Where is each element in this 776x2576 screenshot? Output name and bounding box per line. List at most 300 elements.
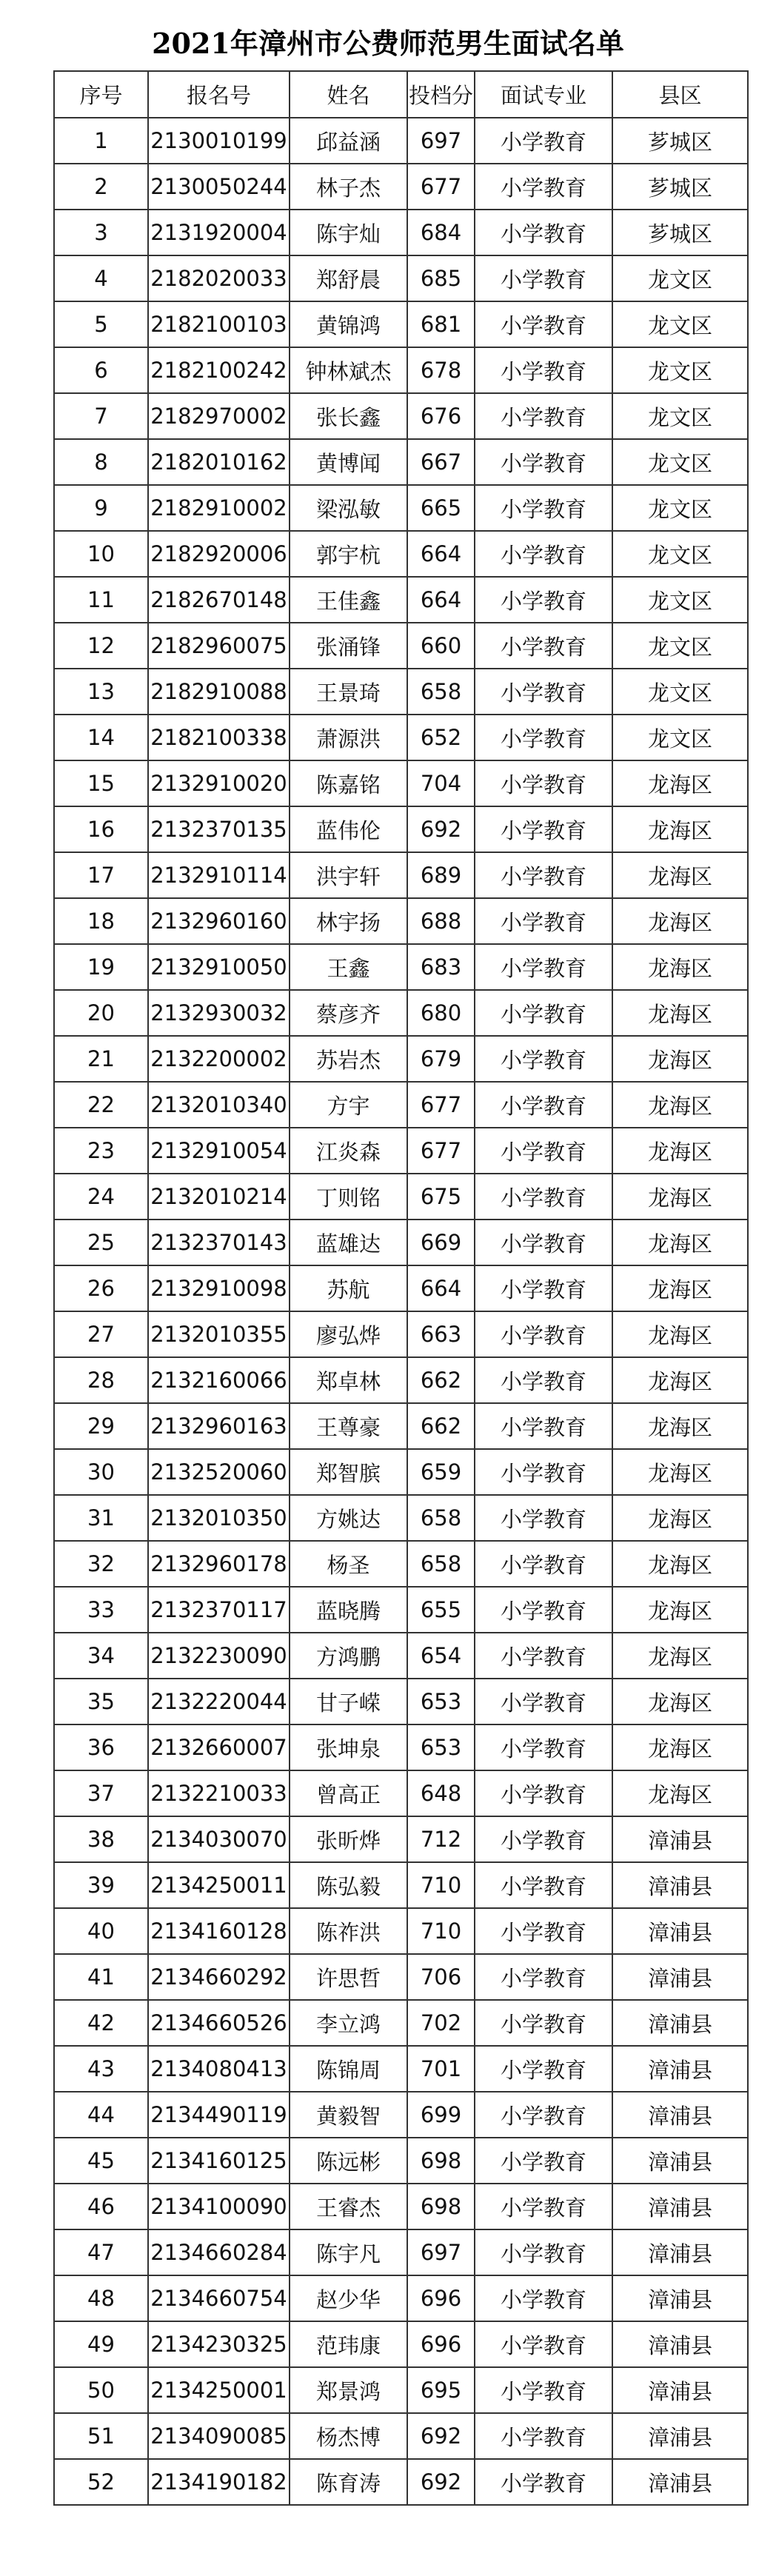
header-score: 投档分 bbox=[407, 71, 475, 118]
cell-registration-no: 2134100090 bbox=[148, 2184, 290, 2229]
cell-county: 漳浦县 bbox=[612, 2000, 748, 2046]
cell-registration-no: 2182970002 bbox=[148, 393, 290, 439]
cell-registration-no: 2134490119 bbox=[148, 2092, 290, 2138]
cell-name: 丁则铭 bbox=[290, 1174, 407, 1220]
cell-county: 芗城区 bbox=[612, 118, 748, 164]
cell-seq: 16 bbox=[54, 806, 148, 852]
cell-registration-no: 2132230090 bbox=[148, 1633, 290, 1679]
cell-major: 小学教育 bbox=[475, 164, 612, 210]
cell-score: 712 bbox=[407, 1816, 475, 1862]
cell-major: 小学教育 bbox=[475, 760, 612, 806]
table-row bbox=[54, 1128, 748, 1174]
cell-seq: 11 bbox=[54, 577, 148, 623]
cell-major: 小学教育 bbox=[475, 531, 612, 577]
cell-seq: 1 bbox=[54, 118, 148, 164]
cell-seq: 6 bbox=[54, 347, 148, 393]
cell-major: 小学教育 bbox=[475, 2321, 612, 2367]
cell-seq: 47 bbox=[54, 2229, 148, 2275]
cell-name: 蔡彦齐 bbox=[290, 990, 407, 1036]
cell-name: 郑舒晨 bbox=[290, 255, 407, 301]
cell-county: 龙海区 bbox=[612, 898, 748, 944]
cell-county: 龙文区 bbox=[612, 669, 748, 715]
cell-major: 小学教育 bbox=[475, 2000, 612, 2046]
cell-score: 677 bbox=[407, 1082, 475, 1128]
cell-score: 679 bbox=[407, 1036, 475, 1082]
table-row bbox=[54, 1082, 748, 1128]
cell-score: 704 bbox=[407, 760, 475, 806]
cell-seq: 25 bbox=[54, 1220, 148, 1265]
cell-county: 龙文区 bbox=[612, 439, 748, 485]
table-row bbox=[54, 1265, 748, 1311]
cell-score: 659 bbox=[407, 1449, 475, 1495]
cell-seq: 2 bbox=[54, 164, 148, 210]
table-row bbox=[54, 2413, 748, 2459]
cell-county: 龙海区 bbox=[612, 1082, 748, 1128]
cell-score: 688 bbox=[407, 898, 475, 944]
table-row bbox=[54, 531, 748, 577]
cell-major: 小学教育 bbox=[475, 1220, 612, 1265]
cell-registration-no: 2134660526 bbox=[148, 2000, 290, 2046]
page-title: 2021年漳州市公费师范男生面试名单 bbox=[152, 27, 624, 60]
cell-registration-no: 2182960075 bbox=[148, 623, 290, 669]
cell-county: 龙文区 bbox=[612, 347, 748, 393]
table-row bbox=[54, 1679, 748, 1724]
table-row bbox=[54, 1541, 748, 1587]
cell-major: 小学教育 bbox=[475, 2275, 612, 2321]
cell-seq: 28 bbox=[54, 1357, 148, 1403]
table-row bbox=[54, 1862, 748, 1908]
cell-county: 龙海区 bbox=[612, 944, 748, 990]
cell-county: 龙文区 bbox=[612, 485, 748, 531]
cell-score: 653 bbox=[407, 1679, 475, 1724]
cell-major: 小学教育 bbox=[475, 1128, 612, 1174]
cell-seq: 43 bbox=[54, 2046, 148, 2092]
table-row bbox=[54, 2046, 748, 2092]
table-row bbox=[54, 2459, 748, 2505]
cell-seq: 4 bbox=[54, 255, 148, 301]
cell-score: 667 bbox=[407, 439, 475, 485]
cell-name: 王尊豪 bbox=[290, 1403, 407, 1449]
cell-name: 萧源洪 bbox=[290, 715, 407, 760]
cell-major: 小学教育 bbox=[475, 1265, 612, 1311]
cell-name: 陈宇凡 bbox=[290, 2229, 407, 2275]
cell-seq: 30 bbox=[54, 1449, 148, 1495]
cell-name: 郑景鸿 bbox=[290, 2367, 407, 2413]
cell-name: 钟林斌杰 bbox=[290, 347, 407, 393]
cell-seq: 39 bbox=[54, 1862, 148, 1908]
cell-major: 小学教育 bbox=[475, 1036, 612, 1082]
cell-name: 苏航 bbox=[290, 1265, 407, 1311]
cell-major: 小学教育 bbox=[475, 2229, 612, 2275]
cell-seq: 19 bbox=[54, 944, 148, 990]
cell-major: 小学教育 bbox=[475, 1311, 612, 1357]
cell-score: 662 bbox=[407, 1357, 475, 1403]
cell-score: 692 bbox=[407, 2413, 475, 2459]
table-row bbox=[54, 1908, 748, 1954]
cell-name: 梁泓敏 bbox=[290, 485, 407, 531]
cell-name: 王景琦 bbox=[290, 669, 407, 715]
cell-major: 小学教育 bbox=[475, 898, 612, 944]
cell-name: 张涌锋 bbox=[290, 623, 407, 669]
cell-seq: 3 bbox=[54, 210, 148, 255]
cell-registration-no: 2132660007 bbox=[148, 1724, 290, 1770]
cell-major: 小学教育 bbox=[475, 1541, 612, 1587]
cell-name: 黄博闻 bbox=[290, 439, 407, 485]
cell-county: 龙海区 bbox=[612, 1403, 748, 1449]
cell-county: 龙海区 bbox=[612, 760, 748, 806]
cell-registration-no: 2132960163 bbox=[148, 1403, 290, 1449]
cell-county: 龙文区 bbox=[612, 255, 748, 301]
cell-major: 小学教育 bbox=[475, 2092, 612, 2138]
cell-registration-no: 2132910114 bbox=[148, 852, 290, 898]
cell-seq: 50 bbox=[54, 2367, 148, 2413]
cell-score: 680 bbox=[407, 990, 475, 1036]
cell-seq: 37 bbox=[54, 1770, 148, 1816]
cell-score: 685 bbox=[407, 255, 475, 301]
cell-name: 蓝雄达 bbox=[290, 1220, 407, 1265]
cell-county: 漳浦县 bbox=[612, 1816, 748, 1862]
table-row bbox=[54, 1495, 748, 1541]
table-row bbox=[54, 393, 748, 439]
cell-score: 663 bbox=[407, 1311, 475, 1357]
table-row bbox=[54, 2000, 748, 2046]
table-row bbox=[54, 944, 748, 990]
cell-seq: 33 bbox=[54, 1587, 148, 1633]
table-row bbox=[54, 2367, 748, 2413]
cell-seq: 52 bbox=[54, 2459, 148, 2505]
table-row bbox=[54, 485, 748, 531]
cell-major: 小学教育 bbox=[475, 1357, 612, 1403]
table-row bbox=[54, 2229, 748, 2275]
interview-list-table bbox=[53, 70, 749, 2506]
cell-name: 陈弘毅 bbox=[290, 1862, 407, 1908]
cell-name: 张长鑫 bbox=[290, 393, 407, 439]
cell-score: 658 bbox=[407, 1541, 475, 1587]
table-row bbox=[54, 439, 748, 485]
cell-score: 648 bbox=[407, 1770, 475, 1816]
cell-county: 龙海区 bbox=[612, 1587, 748, 1633]
cell-seq: 26 bbox=[54, 1265, 148, 1311]
header-county: 县区 bbox=[612, 71, 748, 118]
cell-major: 小学教育 bbox=[475, 1449, 612, 1495]
cell-score: 658 bbox=[407, 1495, 475, 1541]
table-row bbox=[54, 1587, 748, 1633]
table-row bbox=[54, 164, 748, 210]
cell-county: 漳浦县 bbox=[612, 2184, 748, 2229]
cell-major: 小学教育 bbox=[475, 1403, 612, 1449]
cell-name: 陈祚洪 bbox=[290, 1908, 407, 1954]
cell-seq: 41 bbox=[54, 1954, 148, 2000]
cell-registration-no: 2134250001 bbox=[148, 2367, 290, 2413]
cell-registration-no: 2132960178 bbox=[148, 1541, 290, 1587]
cell-score: 658 bbox=[407, 669, 475, 715]
cell-county: 漳浦县 bbox=[612, 2275, 748, 2321]
cell-county: 龙文区 bbox=[612, 577, 748, 623]
table-row bbox=[54, 760, 748, 806]
header-registration-no: 报名号 bbox=[148, 71, 290, 118]
cell-name: 郭宇杭 bbox=[290, 531, 407, 577]
cell-county: 龙海区 bbox=[612, 1036, 748, 1082]
cell-registration-no: 2182100242 bbox=[148, 347, 290, 393]
cell-seq: 24 bbox=[54, 1174, 148, 1220]
cell-major: 小学教育 bbox=[475, 715, 612, 760]
cell-registration-no: 2182100103 bbox=[148, 301, 290, 347]
cell-seq: 35 bbox=[54, 1679, 148, 1724]
cell-name: 苏岩杰 bbox=[290, 1036, 407, 1082]
cell-score: 706 bbox=[407, 1954, 475, 2000]
cell-score: 677 bbox=[407, 164, 475, 210]
cell-registration-no: 2132370117 bbox=[148, 1587, 290, 1633]
table-row bbox=[54, 715, 748, 760]
cell-registration-no: 2182920006 bbox=[148, 531, 290, 577]
cell-seq: 17 bbox=[54, 852, 148, 898]
cell-major: 小学教育 bbox=[475, 1954, 612, 2000]
cell-name: 曾高正 bbox=[290, 1770, 407, 1816]
cell-county: 龙海区 bbox=[612, 1357, 748, 1403]
table-row bbox=[54, 623, 748, 669]
cell-score: 665 bbox=[407, 485, 475, 531]
cell-county: 漳浦县 bbox=[612, 1908, 748, 1954]
cell-seq: 20 bbox=[54, 990, 148, 1036]
table-row bbox=[54, 1036, 748, 1082]
cell-score: 676 bbox=[407, 393, 475, 439]
cell-major: 小学教育 bbox=[475, 118, 612, 164]
cell-score: 664 bbox=[407, 577, 475, 623]
cell-county: 漳浦县 bbox=[612, 2138, 748, 2184]
cell-major: 小学教育 bbox=[475, 2184, 612, 2229]
table-row bbox=[54, 2138, 748, 2184]
cell-registration-no: 2132010355 bbox=[148, 1311, 290, 1357]
cell-score: 652 bbox=[407, 715, 475, 760]
table-row bbox=[54, 806, 748, 852]
cell-registration-no: 2132910054 bbox=[148, 1128, 290, 1174]
cell-score: 677 bbox=[407, 1128, 475, 1174]
cell-seq: 12 bbox=[54, 623, 148, 669]
cell-score: 654 bbox=[407, 1633, 475, 1679]
cell-name: 杨杰博 bbox=[290, 2413, 407, 2459]
table-row bbox=[54, 1220, 748, 1265]
table-row bbox=[54, 1449, 748, 1495]
cell-registration-no: 2182010162 bbox=[148, 439, 290, 485]
cell-registration-no: 2132010350 bbox=[148, 1495, 290, 1541]
cell-seq: 51 bbox=[54, 2413, 148, 2459]
cell-score: 692 bbox=[407, 806, 475, 852]
cell-county: 龙海区 bbox=[612, 1770, 748, 1816]
cell-county: 漳浦县 bbox=[612, 2413, 748, 2459]
cell-seq: 46 bbox=[54, 2184, 148, 2229]
table-row bbox=[54, 2275, 748, 2321]
cell-county: 漳浦县 bbox=[612, 2229, 748, 2275]
cell-score: 702 bbox=[407, 2000, 475, 2046]
cell-major: 小学教育 bbox=[475, 2138, 612, 2184]
cell-name: 黄锦鸿 bbox=[290, 301, 407, 347]
table-row bbox=[54, 1174, 748, 1220]
cell-major: 小学教育 bbox=[475, 2046, 612, 2092]
cell-score: 669 bbox=[407, 1220, 475, 1265]
cell-major: 小学教育 bbox=[475, 347, 612, 393]
cell-score: 681 bbox=[407, 301, 475, 347]
cell-name: 郑智膑 bbox=[290, 1449, 407, 1495]
table-row bbox=[54, 1633, 748, 1679]
table-row bbox=[54, 118, 748, 164]
table-row bbox=[54, 255, 748, 301]
cell-seq: 29 bbox=[54, 1403, 148, 1449]
cell-seq: 36 bbox=[54, 1724, 148, 1770]
cell-county: 龙海区 bbox=[612, 1265, 748, 1311]
cell-county: 龙海区 bbox=[612, 1128, 748, 1174]
cell-major: 小学教育 bbox=[475, 990, 612, 1036]
cell-county: 龙海区 bbox=[612, 1541, 748, 1587]
cell-registration-no: 2132370143 bbox=[148, 1220, 290, 1265]
cell-seq: 42 bbox=[54, 2000, 148, 2046]
cell-name: 李立鸿 bbox=[290, 2000, 407, 2046]
cell-name: 洪宇轩 bbox=[290, 852, 407, 898]
cell-seq: 7 bbox=[54, 393, 148, 439]
cell-major: 小学教育 bbox=[475, 1495, 612, 1541]
header-major: 面试专业 bbox=[475, 71, 612, 118]
table-row bbox=[54, 1954, 748, 2000]
cell-registration-no: 2134250011 bbox=[148, 1862, 290, 1908]
cell-name: 陈远彬 bbox=[290, 2138, 407, 2184]
cell-major: 小学教育 bbox=[475, 210, 612, 255]
table-row bbox=[54, 1357, 748, 1403]
cell-registration-no: 2134660754 bbox=[148, 2275, 290, 2321]
cell-seq: 18 bbox=[54, 898, 148, 944]
cell-name: 方姚达 bbox=[290, 1495, 407, 1541]
cell-registration-no: 2132210033 bbox=[148, 1770, 290, 1816]
cell-seq: 9 bbox=[54, 485, 148, 531]
cell-seq: 23 bbox=[54, 1128, 148, 1174]
cell-county: 龙文区 bbox=[612, 623, 748, 669]
cell-major: 小学教育 bbox=[475, 852, 612, 898]
cell-registration-no: 2132220044 bbox=[148, 1679, 290, 1724]
cell-major: 小学教育 bbox=[475, 439, 612, 485]
cell-seq: 13 bbox=[54, 669, 148, 715]
table-row bbox=[54, 1770, 748, 1816]
cell-name: 陈锦周 bbox=[290, 2046, 407, 2092]
table-row bbox=[54, 1311, 748, 1357]
cell-name: 甘子嵘 bbox=[290, 1679, 407, 1724]
cell-seq: 21 bbox=[54, 1036, 148, 1082]
cell-county: 龙海区 bbox=[612, 1311, 748, 1357]
table-body bbox=[54, 118, 748, 2505]
cell-score: 701 bbox=[407, 2046, 475, 2092]
cell-score: 678 bbox=[407, 347, 475, 393]
cell-county: 芗城区 bbox=[612, 210, 748, 255]
cell-score: 683 bbox=[407, 944, 475, 990]
cell-seq: 15 bbox=[54, 760, 148, 806]
cell-seq: 14 bbox=[54, 715, 148, 760]
cell-registration-no: 2134090085 bbox=[148, 2413, 290, 2459]
cell-registration-no: 2132200002 bbox=[148, 1036, 290, 1082]
table-row bbox=[54, 1403, 748, 1449]
cell-county: 龙海区 bbox=[612, 852, 748, 898]
cell-registration-no: 2132010214 bbox=[148, 1174, 290, 1220]
cell-score: 675 bbox=[407, 1174, 475, 1220]
cell-registration-no: 2130050244 bbox=[148, 164, 290, 210]
cell-major: 小学教育 bbox=[475, 301, 612, 347]
table-row bbox=[54, 1724, 748, 1770]
cell-registration-no: 2134190182 bbox=[148, 2459, 290, 2505]
cell-major: 小学教育 bbox=[475, 1679, 612, 1724]
cell-seq: 45 bbox=[54, 2138, 148, 2184]
cell-major: 小学教育 bbox=[475, 2459, 612, 2505]
table-row bbox=[54, 898, 748, 944]
cell-name: 张昕烨 bbox=[290, 1816, 407, 1862]
cell-name: 蓝伟伦 bbox=[290, 806, 407, 852]
cell-seq: 44 bbox=[54, 2092, 148, 2138]
cell-score: 699 bbox=[407, 2092, 475, 2138]
cell-name: 江炎森 bbox=[290, 1128, 407, 1174]
cell-name: 王睿杰 bbox=[290, 2184, 407, 2229]
cell-major: 小学教育 bbox=[475, 1633, 612, 1679]
cell-score: 697 bbox=[407, 2229, 475, 2275]
cell-county: 龙海区 bbox=[612, 1495, 748, 1541]
table-row bbox=[54, 210, 748, 255]
cell-seq: 27 bbox=[54, 1311, 148, 1357]
cell-name: 王鑫 bbox=[290, 944, 407, 990]
cell-name: 赵少华 bbox=[290, 2275, 407, 2321]
cell-name: 蓝晓腾 bbox=[290, 1587, 407, 1633]
cell-seq: 32 bbox=[54, 1541, 148, 1587]
cell-seq: 8 bbox=[54, 439, 148, 485]
cell-name: 林子杰 bbox=[290, 164, 407, 210]
cell-seq: 48 bbox=[54, 2275, 148, 2321]
cell-county: 龙文区 bbox=[612, 715, 748, 760]
cell-name: 陈育涛 bbox=[290, 2459, 407, 2505]
cell-name: 陈嘉铭 bbox=[290, 760, 407, 806]
cell-score: 689 bbox=[407, 852, 475, 898]
table-row bbox=[54, 852, 748, 898]
cell-major: 小学教育 bbox=[475, 1862, 612, 1908]
cell-seq: 40 bbox=[54, 1908, 148, 1954]
cell-name: 许思哲 bbox=[290, 1954, 407, 2000]
cell-county: 龙海区 bbox=[612, 1449, 748, 1495]
cell-registration-no: 2132910098 bbox=[148, 1265, 290, 1311]
cell-major: 小学教育 bbox=[475, 1908, 612, 1954]
table-row bbox=[54, 2092, 748, 2138]
cell-major: 小学教育 bbox=[475, 485, 612, 531]
cell-seq: 22 bbox=[54, 1082, 148, 1128]
cell-county: 漳浦县 bbox=[612, 2092, 748, 2138]
cell-registration-no: 2182020033 bbox=[148, 255, 290, 301]
table-row bbox=[54, 2184, 748, 2229]
cell-major: 小学教育 bbox=[475, 393, 612, 439]
cell-score: 696 bbox=[407, 2275, 475, 2321]
cell-major: 小学教育 bbox=[475, 1082, 612, 1128]
cell-county: 龙海区 bbox=[612, 1724, 748, 1770]
cell-registration-no: 2132370135 bbox=[148, 806, 290, 852]
cell-registration-no: 2132160066 bbox=[148, 1357, 290, 1403]
cell-score: 710 bbox=[407, 1862, 475, 1908]
table-row bbox=[54, 1816, 748, 1862]
cell-name: 黄毅智 bbox=[290, 2092, 407, 2138]
header-seq: 序号 bbox=[54, 71, 148, 118]
cell-score: 698 bbox=[407, 2138, 475, 2184]
cell-registration-no: 2134080413 bbox=[148, 2046, 290, 2092]
table-row bbox=[54, 347, 748, 393]
cell-registration-no: 2131920004 bbox=[148, 210, 290, 255]
cell-name: 张坤泉 bbox=[290, 1724, 407, 1770]
header-name: 姓名 bbox=[290, 71, 407, 118]
cell-score: 692 bbox=[407, 2459, 475, 2505]
cell-county: 龙海区 bbox=[612, 1174, 748, 1220]
cell-major: 小学教育 bbox=[475, 806, 612, 852]
cell-name: 邱益涵 bbox=[290, 118, 407, 164]
cell-major: 小学教育 bbox=[475, 1587, 612, 1633]
cell-seq: 38 bbox=[54, 1816, 148, 1862]
cell-registration-no: 2132010340 bbox=[148, 1082, 290, 1128]
